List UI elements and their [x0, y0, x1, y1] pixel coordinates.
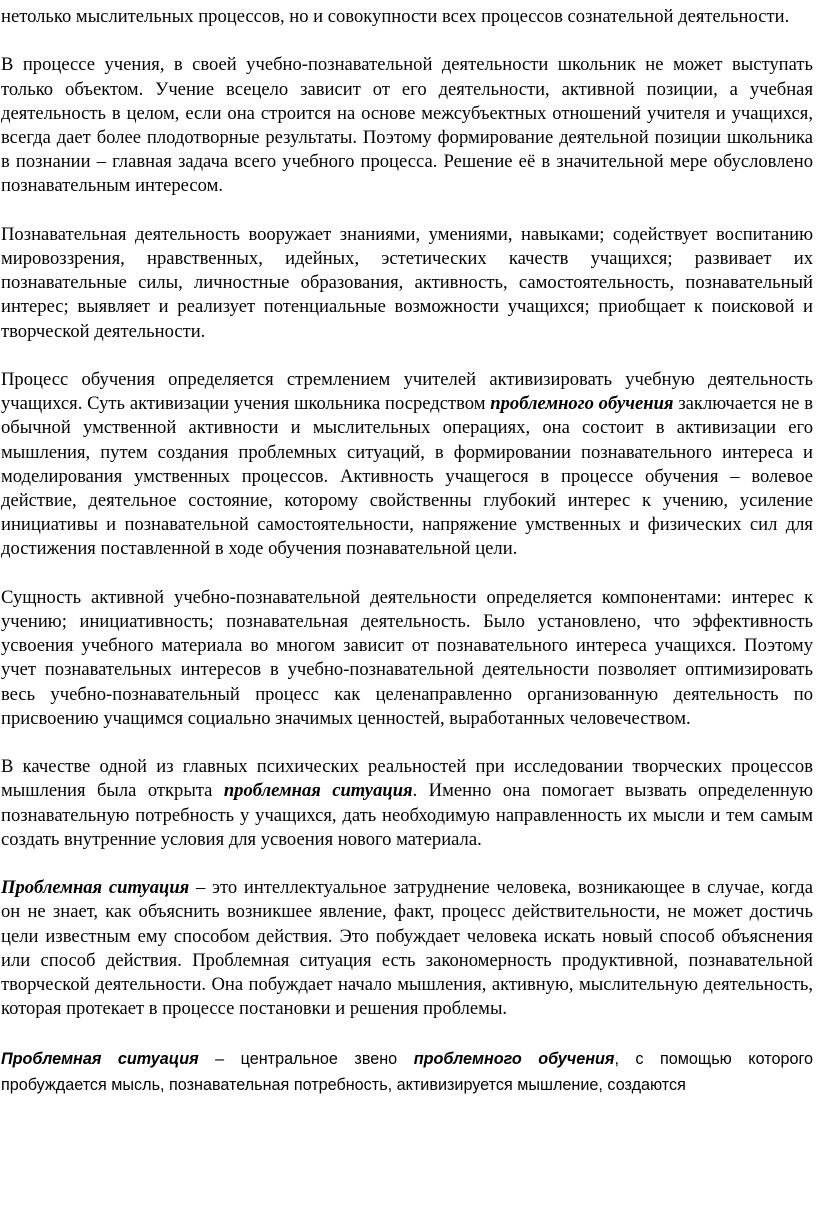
- paragraph-learning-process: В процессе учения, в своей учебно-познавательной деятельности школьник не может выступать только объектом. Учение всецело зависит от его деятельности, активной позиции, а учебная деятельность в целом, если она строится на основе межсубъектных отношений учителя и учащихся, всегда дает более плодотворные результаты. Поэтому формирование деятельной позиции школьника в познании – главная задача всего учебного процесса. Решение её в значительной мере обусловлено познавательным интересом.: [1, 54, 813, 197]
- paragraph-central-link: [1, 1046, 813, 1098]
- paragraph-activation: [1, 368, 813, 562]
- emphasis-problem-situation: Проблемная ситуация: [1, 1049, 199, 1068]
- text-segment: заключается не в обычной умственной активности и мыслительных операциях, она состоит в активизации его мышления, путем создания проблемных ситуаций, в формировании познавательного интереса и моделирования умственных процессов. Активность учащегося в процессе обучения – волевое действие, деятельное состояние, которому свойственны глубокий интерес к учению, усиление инициативы и познавательной самостоятельности, напряжение умственных и физических сил для достижения поставленной в ходе обучения познавательной цели.: [1, 393, 814, 560]
- paragraph-continuation: нетолько мыслительных процессов, но и совокупности всех процессов сознательной деятельности.: [1, 6, 790, 27]
- emphasis-problem-situation: Проблемная ситуация: [1, 877, 190, 899]
- text-segment: – это интеллектуальное затруднение человека, возникающее в случае, когда он не знает, как объяснить возникшее явление, факт, процесс действительности, не может достичь цели известным ему способом действия. Это побуждает человека искать новый способ объяснения или способ действия. Проблемная ситуация есть закономерность продуктивной, познавательной творческой деятельности. Она побуждает начало мышления, активную, мыслительную деятельность, которая протекает в процессе постановки и решения проблемы.: [1, 877, 813, 1020]
- paragraph-definition: [1, 876, 813, 1021]
- text-segment: В качестве одной из главных психических реальностей при исследовании творческих процессов мышления была открыта: [1, 756, 813, 802]
- text-segment: – центральное звено: [198, 1049, 414, 1068]
- paragraph-psychic-realities: [1, 755, 813, 852]
- text-segment: . Именно она помогает вызвать определенную познавательную потребность у учащихся, дать необходимую направленность их мысли и тем самым создать внутренние условия для усвоения нового материала.: [1, 780, 813, 850]
- paragraph-essence: Сущность активной учебно-познавательной деятельности определяется компонентами: интерес к учению; инициативность; познавательная деятельность. Было установлено, что эффективность усвоения учебного материала во многом зависит от познавательного интереса учащихся. Поэтому учет познавательных интересов в учебно-познавательной деятельности позволяет оптимизировать весь учебно-познавательный процесс как целенаправленно организованную деятельность по присвоению учащимся социально значимых ценностей, выработанных человечеством.: [1, 586, 813, 729]
- emphasis-problem-situation: проблемная ситуация: [223, 780, 413, 802]
- text-segment: Процесс обучения определяется стремлением учителей активизировать учебную деятельность учащихся. Суть активизации учения школьника посредством: [1, 369, 813, 415]
- paragraph-cognitive-activity: Познавательная деятельность вооружает знаниями, умениями, навыками; содействует воспитанию мировоззрения, нравственных, идейных, эстетических качеств учащихся; развивает их познавательные силы, личностные образования, активность, самостоятельность, познавательный интерес; выявляет и реализует потенциальные возможности учащихся; приобщает к поисковой и творческой деятельности.: [1, 223, 813, 342]
- emphasis-problem-learning: проблемного обучения: [413, 1049, 615, 1068]
- emphasis-problem-learning: проблемного обучения: [490, 393, 674, 415]
- text-segment: , с помощью которого пробуждается мысль, познавательная потребность, активизируется мышление, создаются: [1, 1049, 814, 1094]
